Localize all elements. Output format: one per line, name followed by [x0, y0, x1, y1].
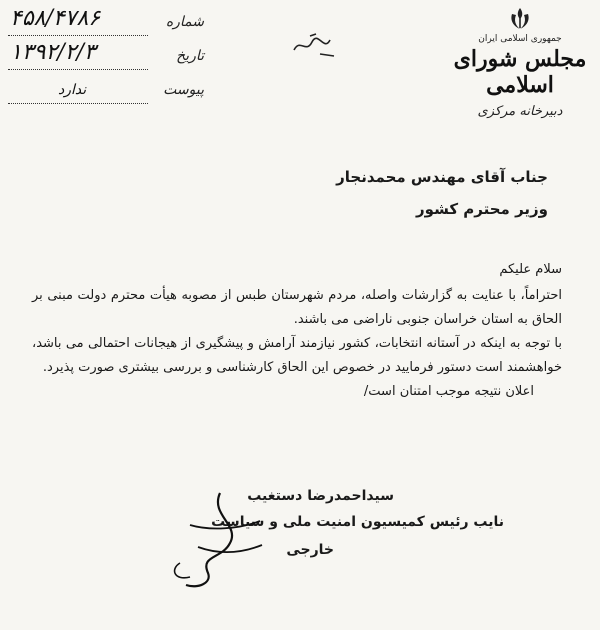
signature-block [84, 488, 504, 558]
letter-number-label: شماره [165, 14, 204, 30]
iran-emblem-icon [507, 6, 533, 32]
logo-org-sub: دبیرخانه مرکزی [477, 104, 563, 119]
addressee-name: جناب آقای مهندس محمدنجار [336, 168, 548, 186]
letter-body [32, 258, 562, 404]
letter-number-value: ۴۵۸/۴۷۸۶ [10, 6, 101, 31]
parliament-logo [450, 6, 590, 146]
logo-org-top: جمهوری اسلامی ایران [478, 34, 562, 44]
letter-attachment-row [8, 74, 208, 108]
handwritten-mark-icon [290, 30, 340, 60]
handwritten-signature-icon [150, 485, 280, 595]
letter-attachment-line [8, 103, 148, 104]
signer-name: سیداحمدرضا دستغیب [247, 488, 394, 504]
letter-date-label: تاریخ [176, 48, 204, 64]
letter-meta [8, 6, 208, 108]
addressee-title: وزیر محترم کشور [416, 200, 548, 218]
addressee-block [148, 168, 548, 232]
body-paragraph-2: با توجه به اینکه در آستانه انتخابات، کشور نیازمند آرامش و پیشگیری از هیجانات احتمالی می باشد، خواهشمند است دستور فرمایید در خصوص این الحاق کارشناسی و بررسی بیشتری صورت پذیرد. [32, 336, 562, 375]
letter-number-line [8, 35, 148, 36]
body-paragraph-1: احتراماً، با عنایت به گزارشات واصله، مردم شهرستان طبس از مصوبه هیأت محترم دولت مبنی بر الحاق به استان خراسان جنوبی ناراضی می باشند. [32, 288, 562, 327]
letter-attachment-label: پیوست [163, 82, 204, 98]
letter-attachment-value: ندارد [58, 82, 87, 98]
body-paragraph-3: اعلان نتیجه موجب امتنان است/ [363, 384, 534, 399]
letter-date-row [8, 40, 208, 74]
letter-date-value: ۱۳۹۲/۲/۳ [10, 40, 96, 65]
letter-date-line [8, 69, 148, 70]
letter-number-row [8, 6, 208, 40]
greeting: سلام علیکم [499, 262, 562, 277]
logo-org-main: مجلس شورای اسلامی [453, 46, 587, 98]
signer-title: نایب رئیس کمیسیون امنیت ملی و سیاست [211, 514, 504, 530]
signer-title-cont: خارجی [286, 542, 334, 558]
